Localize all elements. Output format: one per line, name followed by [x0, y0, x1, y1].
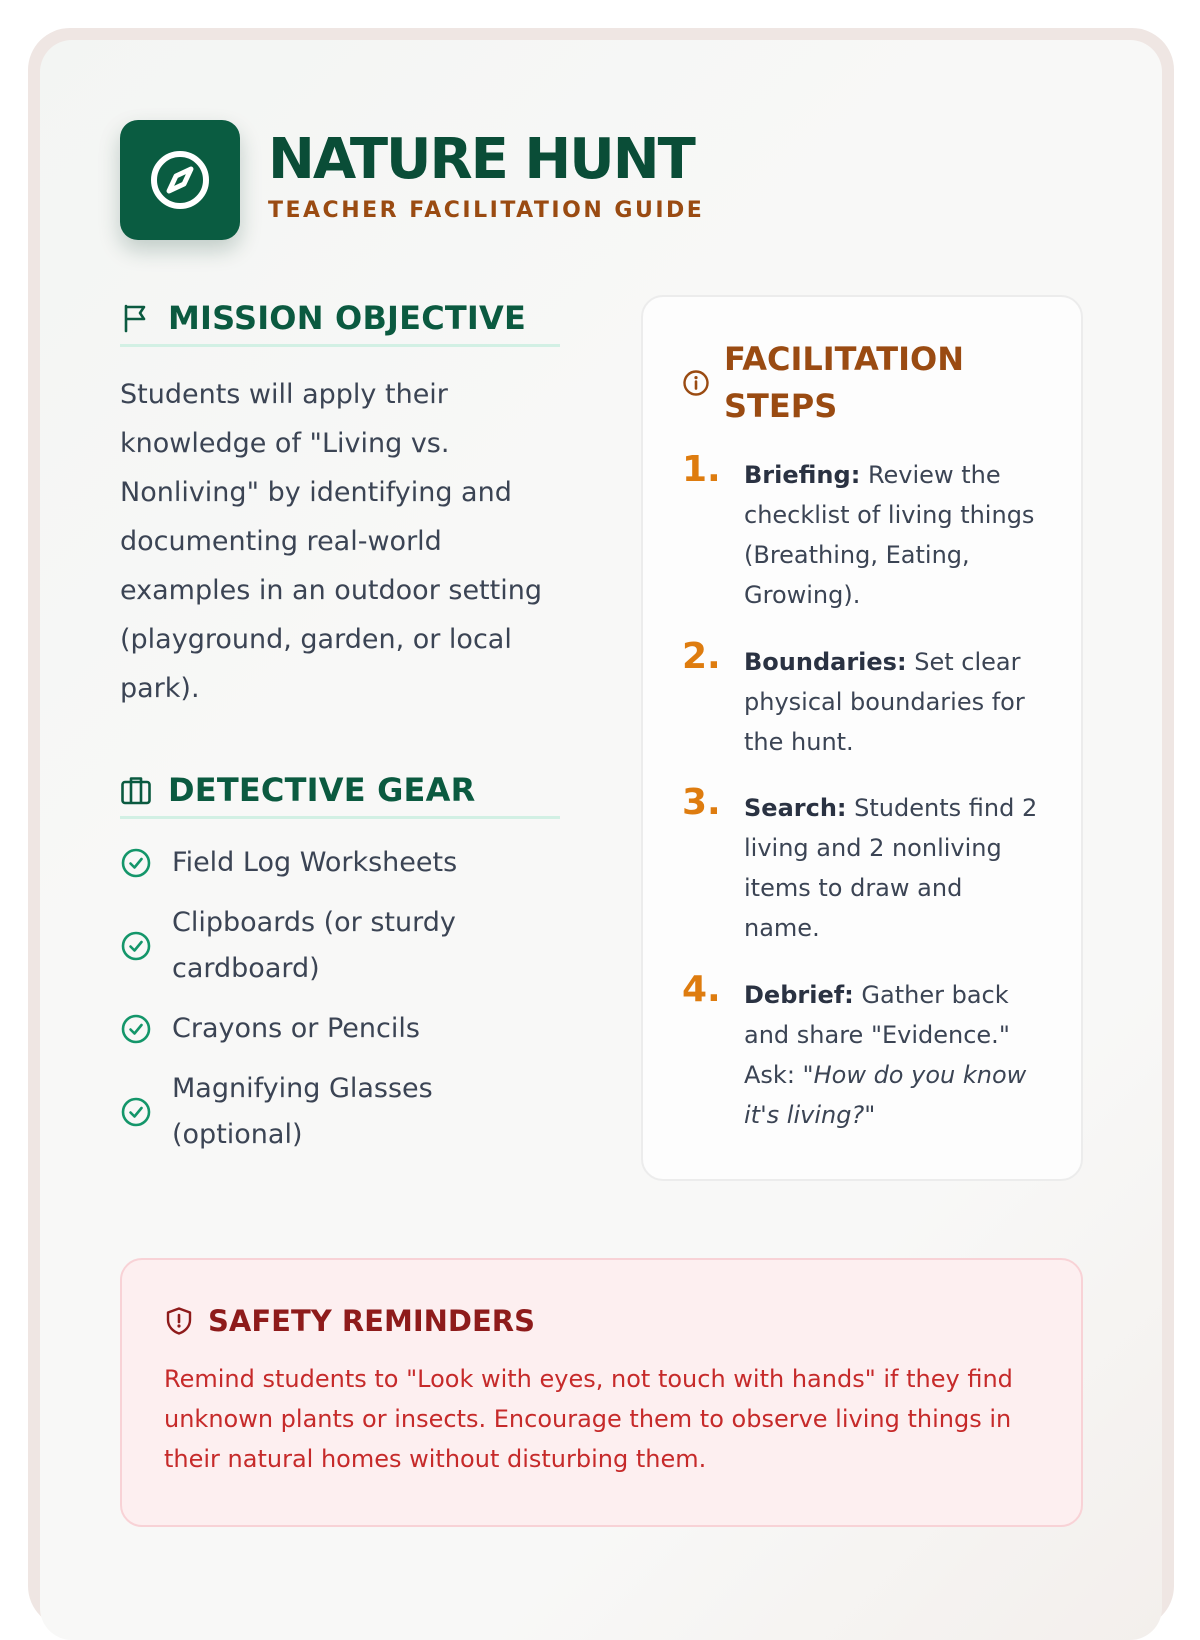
page-subtitle: TEACHER FACILITATION GUIDE — [268, 198, 705, 223]
step-label: Boundaries: — [744, 648, 907, 676]
check-circle-icon — [120, 847, 152, 879]
step-label: Briefing: — [744, 461, 861, 489]
step-label: Debrief: — [744, 981, 854, 1009]
step-label: Search: — [744, 794, 847, 822]
check-circle-icon — [120, 1096, 152, 1128]
gear-item-label: Field Log Worksheets — [172, 847, 458, 878]
flag-icon — [120, 301, 154, 335]
list-item — [120, 1006, 580, 1052]
step-text — [744, 455, 1044, 615]
safety-heading-text: SAFETY REMINDERS — [208, 1304, 535, 1338]
step-number: 4. — [682, 969, 721, 1010]
check-circle-icon — [120, 1013, 152, 1045]
step-text — [744, 788, 1044, 948]
briefcase-icon — [120, 773, 154, 807]
gear-heading-text: DETECTIVE GEAR — [168, 771, 476, 809]
info-icon — [682, 369, 710, 397]
mission-text: Students will apply their knowledge of "Living vs. Nonliving" by identifying and documenting real-world examples in an outdoor setting (playground, garden, or local park). — [120, 379, 542, 704]
page-title: NATURE HUNT — [268, 127, 694, 192]
step-number: 1. — [682, 449, 721, 490]
logo-badge — [120, 120, 240, 240]
step-description: Gather back and share "Evidence." Ask: — [744, 981, 1010, 1089]
step-description: Review the checklist of living things (Breathing, Eating, Growing). — [744, 461, 1035, 609]
safety-heading — [164, 1304, 535, 1338]
steps-heading — [682, 336, 1022, 430]
step-text — [744, 975, 1044, 1135]
list-item — [120, 840, 580, 886]
gear-item-label: Magnifying Glasses (optional) — [172, 1073, 433, 1150]
mission-heading-text: MISSION OBJECTIVE — [168, 299, 527, 337]
gear-item-label: Crayons or Pencils — [172, 1013, 420, 1044]
check-circle-icon — [120, 930, 152, 962]
steps-heading-text: FACILITATION STEPS — [724, 340, 964, 425]
gear-heading — [120, 764, 560, 819]
mission-heading — [120, 292, 560, 347]
step-number: 2. — [682, 636, 721, 677]
gear-list — [120, 840, 580, 1158]
gear-item-label: Clipboards (or sturdy cardboard) — [172, 907, 456, 984]
step-description: Set clear physical boundaries for the hunt. — [744, 648, 1025, 756]
shield-icon — [164, 1306, 194, 1336]
step-number: 3. — [682, 782, 721, 823]
list-item — [120, 900, 580, 992]
step-text — [744, 642, 1044, 762]
list-item — [120, 1066, 580, 1158]
step-description: Students find 2 living and 2 nonliving items to draw and name. — [744, 794, 1038, 942]
compass-icon — [148, 148, 212, 212]
step-quote: "How do you know it's living?" — [744, 1061, 1027, 1129]
safety-text: Remind students to "Look with eyes, not touch with hands" if they find unknown plants or insects. Encourage them to observe living things in their natural homes without disturbing them. — [164, 1365, 1013, 1473]
